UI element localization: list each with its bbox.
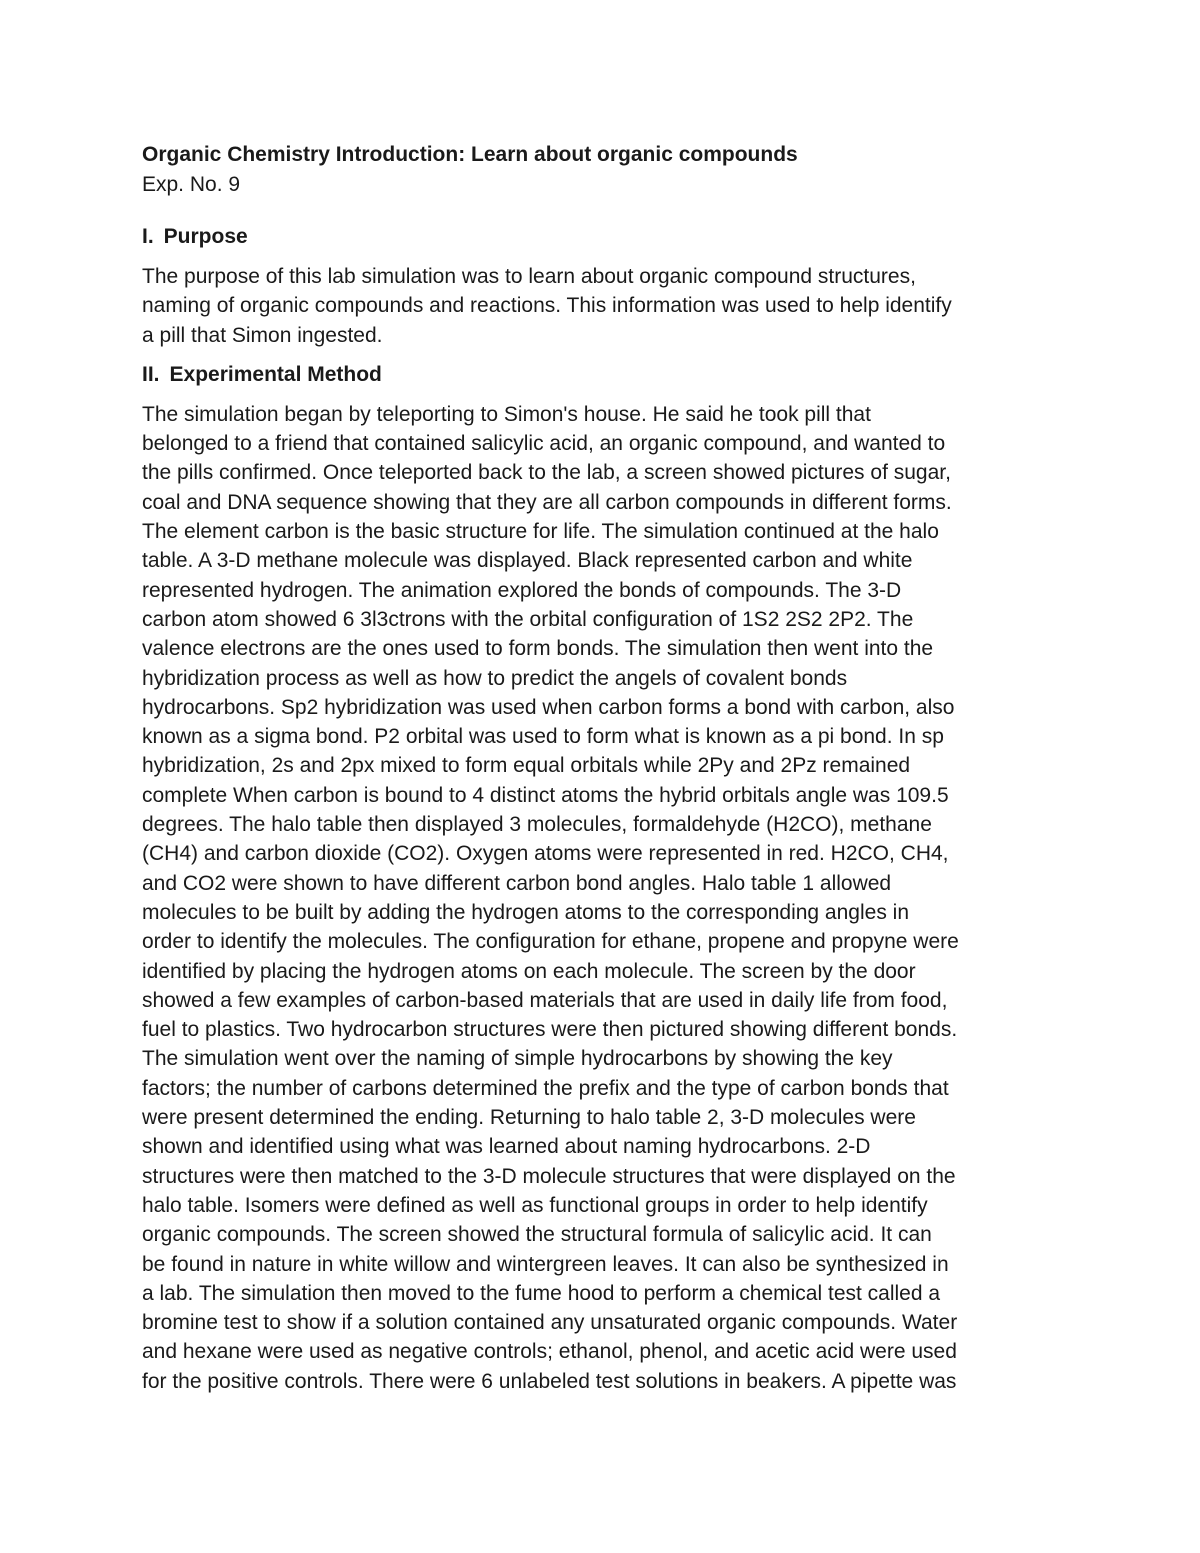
text-line: carbon atom showed 6 3l3ctrons with the orbital configuration of 1S2 2S2 2P2. The (142, 607, 914, 631)
text-line: complete When carbon is bound to 4 distinct atoms the hybrid orbitals angle was 109.5 (142, 783, 949, 807)
text-line: hybridization process as well as how to predict the angels of covalent bonds (142, 666, 848, 690)
text-line: table. A 3-D methane molecule was displayed. Black represented carbon and white (142, 549, 913, 573)
text-line: a pill that Simon ingested. (142, 323, 383, 347)
text-line: the pills confirmed. Once teleported back to the lab, a screen showed pictures of sugar, (142, 461, 951, 485)
experiment-number: Exp. No. 9 (142, 173, 241, 196)
text-line: (CH4) and carbon dioxide (CO2). Oxygen atoms were represented in red. H2CO, CH4, (142, 842, 949, 866)
text-line: structures were then matched to the 3-D molecule structures that were displayed on the (142, 1164, 956, 1188)
text-line: hydrocarbons. Sp2 hybridization was used when carbon forms a bond with carbon, also (142, 695, 955, 719)
text-line: shown and identified using what was learned about naming hydrocarbons. 2-D (142, 1135, 871, 1159)
text-line: belonged to a friend that contained salicylic acid, an organic compound, and wanted to (142, 432, 946, 456)
text-line: molecules to be built by adding the hydrogen atoms to the corresponding angles in (142, 900, 909, 924)
text-line: The simulation began by teleporting to Simon's house. He said he took pill that (142, 402, 871, 426)
text-line: and hexane were used as negative controls; ethanol, phenol, and acetic acid were used (142, 1340, 957, 1364)
document-title: Organic Chemistry Introduction: Learn about organic compounds (142, 143, 798, 166)
text-line: order to identify the molecules. The configuration for ethane, propene and propyne were (142, 930, 959, 954)
section-number: I. (142, 225, 154, 248)
text-line: be found in nature in white willow and wintergreen leaves. It can also be synthesized in (142, 1252, 949, 1276)
text-line: represented hydrogen. The animation explored the bonds of compounds. The 3-D (142, 578, 902, 602)
text-line: The simulation went over the naming of simple hydrocarbons by showing the key (142, 1047, 893, 1071)
text-line: The purpose of this lab simulation was to learn about organic compound structures, (142, 265, 916, 288)
text-line: fuel to plastics. Two hydrocarbon structures were then pictured showing different bonds. (142, 1018, 958, 1042)
section-heading-experimental-method (142, 360, 1062, 390)
text-line: a lab. The simulation then moved to the fume hood to perform a chemical test called a (142, 1281, 941, 1305)
document-body (142, 140, 1062, 1406)
text-line: identified by placing the hydrogen atoms on each molecule. The screen by the door (142, 959, 916, 983)
section-purpose (142, 222, 1062, 350)
section-title: Experimental Method (169, 362, 382, 386)
text-line: for the positive controls. There were 6 unlabeled test solutions in beakers. A pipette was (142, 1369, 957, 1393)
text-line: and CO2 were shown to have different carbon bond angles. Halo table 1 allowed (142, 871, 892, 895)
text-line: organic compounds. The screen showed the structural formula of salicylic acid. It can (142, 1223, 932, 1247)
experimental-method-paragraph (142, 400, 1062, 1396)
text-line: degrees. The halo table then displayed 3 molecules, formaldehyde (H2CO), methane (142, 813, 932, 837)
section-heading-purpose (142, 222, 1062, 252)
text-line: known as a sigma bond. P2 orbital was used to form what is known as a pi bond. In sp (142, 725, 944, 749)
section-experimental-method (142, 360, 1062, 1396)
text-line: were present determined the ending. Returning to halo table 2, 3-D molecules were (142, 1106, 916, 1130)
text-line: naming of organic compounds and reactions. This information was used to help identify (142, 294, 952, 318)
text-line: factors; the number of carbons determined the prefix and the type of carbon bonds that (142, 1076, 949, 1100)
text-line: The element carbon is the basic structure for life. The simulation continued at the halo (142, 520, 939, 544)
text-line: halo table. Isomers were defined as well as functional groups in order to help identify (142, 1193, 928, 1217)
text-line: hybridization, 2s and 2px mixed to form equal orbitals while 2Py and 2Pz remained (142, 754, 911, 778)
text-line: coal and DNA sequence showing that they are all carbon compounds in different forms. (142, 490, 952, 514)
text-line: valence electrons are the ones used to form bonds. The simulation then went into the (142, 637, 934, 661)
section-title: Purpose (163, 225, 248, 248)
section-number: II. (142, 362, 160, 386)
text-line: showed a few examples of carbon-based materials that are used in daily life from food, (142, 988, 948, 1012)
purpose-paragraph (142, 262, 1062, 350)
text-line: bromine test to show if a solution contained any unsaturated organic compounds. Water (142, 1311, 958, 1335)
